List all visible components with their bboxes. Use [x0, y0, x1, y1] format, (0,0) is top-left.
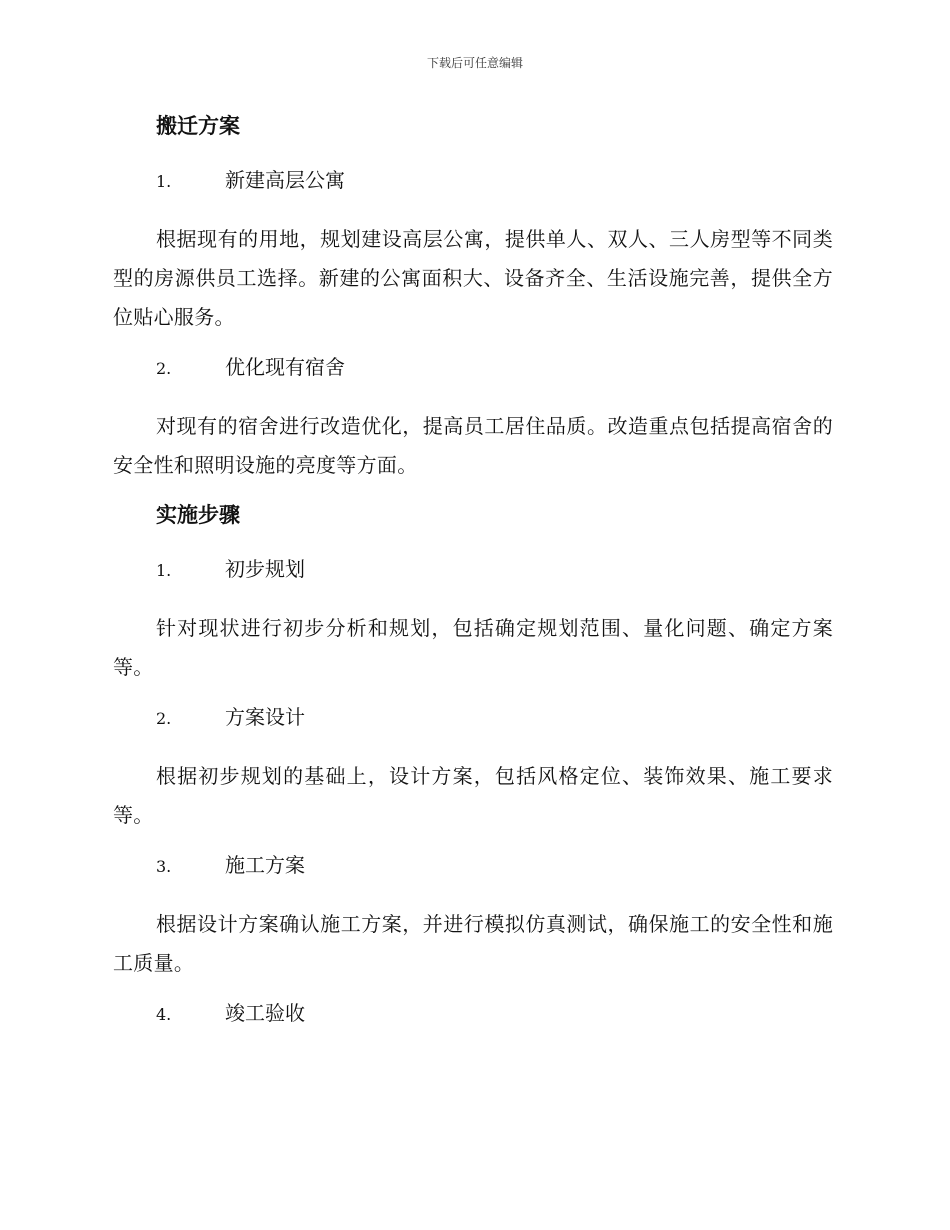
paragraph: 对现有的宿舍进行改造优化，提高员工居住品质。改造重点包括提高宿舍的安全性和照明设施的亮度等方面。 — [113, 414, 833, 477]
list-item-heading — [113, 997, 833, 1031]
list-number: 1. — [156, 172, 172, 191]
list-item-title: 初步规划 — [225, 557, 305, 581]
list-number: 4. — [156, 1005, 172, 1024]
list-item-heading — [113, 849, 833, 883]
list-number: 2. — [156, 359, 172, 378]
paragraph: 根据初步规划的基础上，设计方案，包括风格定位、装饰效果、施工要求等。 — [113, 764, 833, 827]
list-item-heading — [113, 701, 833, 735]
list-item-heading — [113, 164, 833, 198]
list-item-title: 新建高层公寓 — [225, 168, 345, 192]
paragraph: 根据设计方案确认施工方案，并进行模拟仿真测试，确保施工的安全性和施工质量。 — [113, 912, 833, 975]
list-item-heading — [113, 351, 833, 385]
list-number: 2. — [156, 709, 172, 728]
section-heading-implementation: 实施步骤 — [156, 502, 240, 527]
section-heading-relocation: 搬迁方案 — [156, 113, 240, 138]
header-note: 下载后可任意编辑 — [426, 56, 523, 70]
list-item-title: 竣工验收 — [225, 1001, 305, 1025]
list-number: 3. — [156, 857, 172, 876]
list-item-title: 方案设计 — [225, 705, 305, 729]
list-number: 1. — [156, 561, 172, 580]
list-item-title: 优化现有宿舍 — [225, 355, 345, 379]
paragraph: 根据现有的用地，规划建设高层公寓，提供单人、双人、三人房型等不同类型的房源供员工选择。新建的公寓面积大、设备齐全、生活设施完善，提供全方位贴心服务。 — [113, 227, 833, 329]
paragraph: 针对现状进行初步分析和规划，包括确定规划范围、量化问题、确定方案等。 — [113, 616, 833, 679]
document-content — [113, 110, 833, 1053]
list-item-heading — [113, 553, 833, 587]
list-item-title: 施工方案 — [225, 853, 305, 877]
